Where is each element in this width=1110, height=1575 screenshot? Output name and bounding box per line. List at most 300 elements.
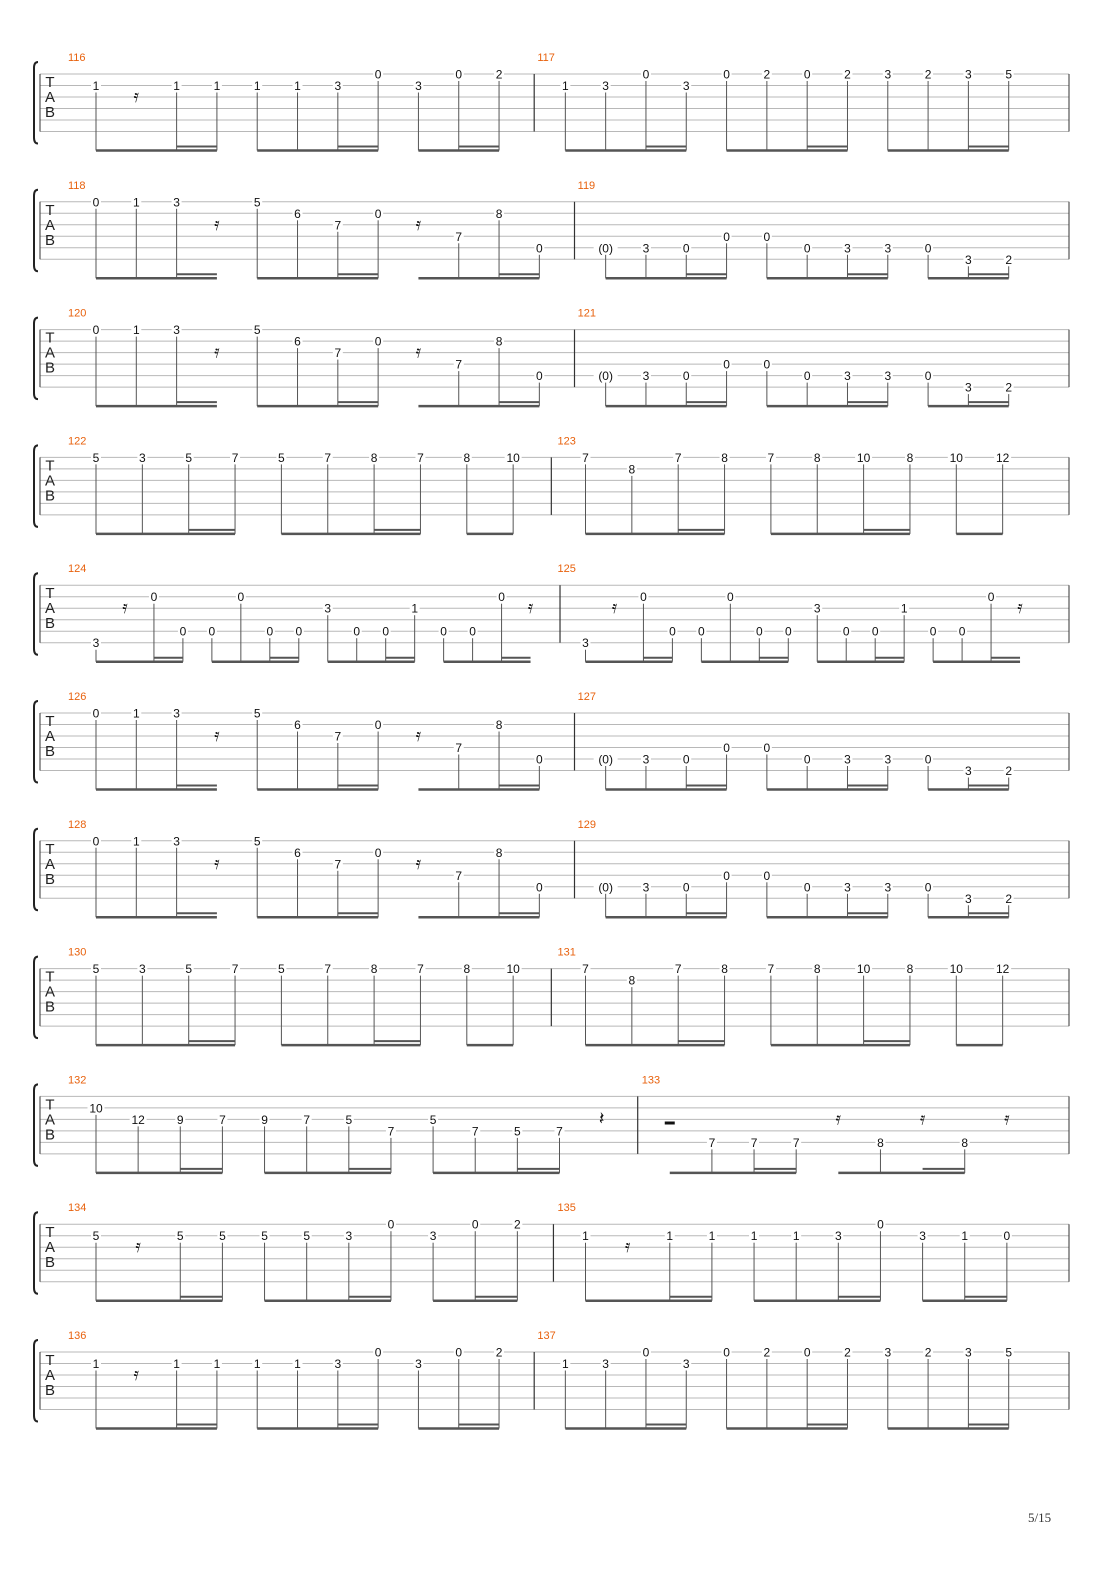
fret-number: 7 (556, 1124, 563, 1139)
rest-symbol: 𝄿 (415, 852, 422, 873)
fret-number: 8 (495, 845, 503, 860)
fret-number: 0 (803, 241, 811, 256)
measure-number: 132 (68, 1074, 87, 1087)
fret-number: 0 (471, 1217, 479, 1232)
fret-number: 3 (884, 1345, 892, 1360)
fret-number: 5 (253, 195, 261, 210)
fret-number: 7 (219, 1112, 226, 1127)
measure-number: 122 (68, 435, 87, 448)
fret-number: 3 (965, 380, 972, 395)
fret-number: 7 (471, 1124, 479, 1139)
fret-number: 0 (440, 624, 447, 639)
fret-number: 7 (417, 962, 424, 977)
fret-number: 3 (92, 636, 100, 651)
rest-symbol: 𝄿 (1017, 597, 1023, 618)
system-bracket (34, 445, 38, 527)
tab-clef-letter: T (45, 1224, 55, 1242)
fret-number: 5 (261, 1229, 268, 1244)
fret-number: 7 (455, 741, 463, 755)
system-bracket (34, 1340, 38, 1422)
fret-number: 2 (495, 1345, 503, 1360)
tab-clef-letter: B (44, 743, 56, 760)
measure-number: 124 (68, 563, 87, 576)
fret-number: 7 (708, 1135, 716, 1150)
fret-number: (0) (598, 880, 613, 895)
tab-clef-letter: T (45, 585, 55, 603)
fret-number: 0 (924, 241, 932, 256)
fret-number: 3 (834, 1229, 842, 1244)
fret-number: 0 (374, 718, 382, 732)
fret-number: 7 (750, 1135, 758, 1150)
fret-number: 2 (495, 67, 503, 82)
fret-number: 1 (253, 1357, 261, 1371)
fret-number: (0) (598, 369, 613, 384)
fret-number: 0 (682, 880, 690, 895)
fret-number: 7 (582, 450, 589, 465)
fret-number: 8 (370, 450, 378, 465)
fret-number: 3 (965, 1345, 972, 1360)
fret-number: 3 (965, 891, 972, 906)
fret-number: 3 (965, 67, 972, 82)
tab-system (34, 180, 1069, 278)
fret-number: 1 (173, 79, 180, 93)
fret-number: 2 (844, 67, 851, 82)
fret-number: 3 (884, 67, 892, 82)
fret-number: 5 (278, 962, 285, 977)
measure-number: 135 (557, 1202, 576, 1215)
tab-clef-letter: T (45, 968, 55, 986)
fret-number: 8 (721, 962, 728, 977)
tab-system (34, 435, 1069, 534)
rest-symbol: 𝄿 (135, 1236, 141, 1257)
fret-number: 3 (415, 79, 422, 93)
fret-number: 9 (176, 1112, 184, 1127)
fret-number: 10 (949, 962, 963, 977)
fret-number: 6 (294, 718, 301, 732)
tab-clef-letter: T (45, 840, 55, 858)
fret-number: 1 (562, 79, 569, 93)
system-bracket (34, 957, 38, 1039)
tab-clef-letter: A (44, 1367, 56, 1384)
fret-number: 10 (949, 450, 963, 465)
fret-number: 0 (877, 1217, 884, 1232)
fret-number: 5 (253, 834, 261, 849)
fret-number: 8 (463, 962, 471, 977)
fret-number: 10 (506, 450, 520, 465)
fret-number: 7 (455, 357, 463, 372)
tab-clef-letter: A (44, 1111, 56, 1129)
tab-clef-letter: T (45, 1352, 55, 1369)
fret-number: 5 (92, 1229, 100, 1244)
system-bracket (34, 1212, 38, 1294)
rest-symbol: 𝄿 (133, 86, 140, 106)
tab-system (34, 308, 1069, 407)
fret-number: 1 (132, 834, 140, 849)
fret-number: 6 (294, 845, 301, 860)
fret-number: 1 (666, 1229, 674, 1244)
tab-clef-letter: B (44, 1382, 56, 1399)
fret-number: 3 (844, 752, 851, 767)
fret-number: 0 (295, 624, 303, 639)
fret-number: 3 (884, 880, 892, 895)
tab-clef-letter: A (44, 983, 56, 1001)
fret-number: 3 (602, 79, 609, 93)
fret-number: 8 (495, 718, 503, 732)
fret-number: 7 (334, 346, 342, 361)
fret-number: 1 (961, 1229, 969, 1244)
measure-number: 126 (68, 691, 87, 703)
fret-number: 0 (642, 67, 650, 82)
fret-number: 3 (682, 79, 690, 93)
measure-number: 131 (557, 946, 576, 959)
fret-number: 0 (374, 334, 382, 349)
fret-number: 3 (642, 880, 650, 895)
fret-number: 0 (871, 624, 879, 639)
fret-number: 7 (334, 729, 342, 744)
tab-system (34, 1202, 1069, 1301)
fret-number: 5 (1005, 67, 1013, 82)
fret-number: 0 (723, 229, 730, 244)
tab-system (34, 947, 1069, 1046)
fret-number: 3 (582, 636, 589, 651)
fret-number: 0 (924, 752, 932, 767)
fret-number: 5 (278, 450, 285, 465)
fret-number: 5 (303, 1229, 311, 1244)
tab-clef-letter: B (44, 1126, 56, 1144)
fret-number: 3 (844, 241, 851, 256)
tab-system (34, 563, 1069, 662)
fret-number: 1 (294, 1357, 301, 1371)
fret-number: 3 (324, 601, 332, 616)
fret-number: 0 (698, 624, 705, 639)
fret-number: 8 (370, 962, 378, 977)
tab-clef-letter: B (44, 870, 56, 888)
system-bracket (34, 701, 38, 783)
tab-clef-letter: T (45, 74, 55, 91)
fret-number: 0 (374, 67, 382, 82)
fret-number: 0 (266, 624, 274, 639)
fret-number: 1 (582, 1229, 589, 1244)
fret-number: 7 (334, 857, 342, 872)
fret-number: 0 (763, 229, 771, 244)
fret-number: 8 (495, 334, 503, 349)
measure-number: 128 (68, 818, 87, 831)
fret-number: 7 (767, 962, 775, 977)
rest-symbol: 𝄿 (133, 1364, 140, 1384)
fret-number: 0 (924, 369, 932, 384)
fret-number: 0 (803, 369, 811, 384)
fret-number: 3 (965, 764, 972, 778)
rest-symbol: 𝄽 (598, 1108, 605, 1129)
fret-number: 2 (514, 1217, 521, 1232)
fret-number: 2 (1005, 891, 1013, 906)
fret-number: 0 (723, 868, 730, 883)
tab-clef-letter: A (44, 600, 56, 618)
fret-number: 1 (213, 79, 221, 93)
fret-number: 0 (755, 624, 763, 639)
rest-symbol: 𝄿 (415, 341, 422, 362)
fret-number: 0 (92, 706, 100, 721)
fret-number: 1 (213, 1357, 221, 1371)
tab-clef-letter: A (44, 344, 56, 362)
fret-number: 0 (784, 624, 792, 639)
rest-symbol: ▬ (664, 1116, 675, 1128)
fret-number: 7 (582, 962, 589, 977)
measure-number: 137 (537, 1330, 556, 1342)
fret-number: 5 (253, 706, 261, 721)
fret-number: 0 (763, 868, 771, 883)
fret-number: 8 (906, 962, 914, 977)
fret-number: 7 (455, 229, 463, 244)
fret-number: 7 (417, 450, 424, 465)
fret-number: 1 (792, 1229, 800, 1244)
fret-number: 1 (750, 1229, 758, 1244)
measure-number: 127 (577, 691, 597, 703)
tab-clef-letter: T (45, 201, 55, 219)
fret-number: 1 (92, 79, 100, 93)
measure-number: 117 (537, 52, 555, 64)
fret-number: 1 (708, 1229, 716, 1244)
fret-number: 2 (924, 67, 932, 82)
rest-symbol: 𝄿 (527, 597, 534, 618)
fret-number: 0 (723, 67, 730, 82)
rest-symbol: 𝄿 (415, 725, 422, 745)
fret-number: 3 (602, 1357, 609, 1371)
tab-clef-letter: T (45, 329, 55, 347)
fret-number: 0 (803, 880, 811, 895)
fret-number: 5 (92, 962, 100, 977)
fret-number: 7 (674, 962, 682, 977)
fret-number: 0 (723, 741, 730, 755)
fret-number: 0 (92, 195, 100, 210)
measure-number: 119 (577, 179, 596, 192)
fret-number: 3 (642, 752, 650, 767)
fret-number: 2 (1005, 252, 1013, 267)
measure-number: 120 (68, 307, 87, 320)
system-bracket (34, 1084, 38, 1166)
fret-number: 5 (345, 1112, 353, 1127)
measure-number: 118 (68, 179, 86, 192)
fret-number: 8 (495, 206, 503, 221)
rest-symbol: 𝄿 (415, 213, 422, 234)
fret-number: 0 (987, 590, 995, 605)
fret-number: 1 (562, 1357, 569, 1371)
fret-number: 3 (173, 834, 180, 849)
fret-number: 2 (844, 1345, 851, 1360)
fret-number: 3 (844, 369, 851, 384)
fret-number: 5 (219, 1229, 226, 1244)
fret-number: 3 (334, 1357, 342, 1371)
fret-number: 0 (640, 590, 647, 605)
fret-number: 8 (628, 973, 636, 988)
fret-number: 7 (324, 962, 332, 977)
fret-number: 5 (92, 450, 100, 465)
fret-number: 0 (723, 357, 730, 372)
fret-number: 5 (514, 1124, 521, 1139)
fret-number: 10 (856, 962, 871, 977)
tab-clef-letter: T (45, 713, 55, 730)
system-bracket (34, 318, 38, 400)
tab-system (34, 1330, 1069, 1429)
fret-number: 12 (995, 962, 1010, 977)
fret-number: 0 (763, 741, 771, 755)
fret-number: 0 (536, 369, 543, 384)
rest-symbol: 𝄿 (835, 1108, 842, 1129)
fret-number: 3 (884, 752, 892, 767)
fret-number: 8 (961, 1135, 969, 1150)
fret-number: 3 (884, 369, 892, 384)
fret-number: 3 (173, 706, 180, 721)
measure-number: 123 (557, 435, 576, 448)
fret-number: 7 (303, 1112, 311, 1127)
fret-number: 7 (674, 450, 682, 465)
fret-number: 0 (842, 624, 850, 639)
fret-number: 0 (92, 323, 100, 338)
fret-number: 7 (334, 218, 342, 233)
fret-number: 8 (813, 962, 821, 977)
fret-number: 3 (139, 962, 146, 977)
tab-clef-letter: A (44, 855, 56, 873)
tab-clef-letter: B (44, 231, 56, 249)
rest-symbol: 𝄿 (214, 852, 220, 873)
fret-number: 7 (231, 962, 239, 977)
fret-number: 6 (294, 206, 301, 221)
rest-symbol: 𝄿 (919, 1108, 926, 1129)
fret-number: 9 (261, 1112, 268, 1127)
system-bracket (34, 190, 38, 271)
fret-number: 0 (924, 880, 932, 895)
fret-number: 0 (1003, 1229, 1011, 1244)
fret-number: 2 (1005, 380, 1013, 395)
fret-number: 12 (995, 450, 1010, 465)
fret-number: 2 (1005, 764, 1013, 778)
measure-number: 130 (68, 946, 87, 959)
fret-number: 0 (387, 1217, 395, 1232)
fret-number: 7 (231, 450, 239, 465)
fret-number: 0 (382, 624, 390, 639)
fret-number: 3 (965, 252, 972, 267)
fret-number: 3 (334, 79, 342, 93)
fret-number: 1 (92, 1357, 100, 1371)
fret-number: 1 (173, 1357, 180, 1371)
fret-number: 3 (919, 1229, 926, 1244)
fret-number: 0 (682, 369, 690, 384)
fret-number: 3 (345, 1229, 353, 1244)
measure-number: 125 (557, 563, 576, 576)
fret-number: (0) (598, 752, 613, 767)
fret-number: 0 (642, 1345, 650, 1360)
rest-symbol: 𝄿 (624, 1236, 631, 1257)
measure-number: 134 (68, 1202, 87, 1215)
fret-number: 8 (628, 462, 636, 477)
tab-clef-letter: B (44, 615, 56, 633)
tab-clef-letter: B (44, 359, 56, 377)
system-bracket (34, 829, 38, 911)
fret-number: 0 (237, 590, 245, 605)
fret-number: 0 (498, 590, 505, 605)
fret-number: 1 (253, 79, 261, 93)
fret-number: 0 (469, 624, 476, 639)
fret-number: 0 (803, 67, 811, 82)
page-number: 5/15 (1028, 1510, 1052, 1525)
fret-number: 0 (536, 241, 543, 256)
tab-system (34, 819, 1069, 918)
rest-symbol: 𝄿 (214, 213, 220, 234)
fret-number: 1 (411, 601, 418, 616)
fret-number: 0 (727, 590, 734, 605)
fret-number: 0 (536, 752, 543, 767)
fret-number: 8 (906, 450, 914, 465)
fret-number: 3 (884, 241, 892, 256)
measure-number: 121 (577, 307, 597, 320)
rest-symbol: 𝄿 (122, 597, 128, 618)
system-bracket (34, 573, 38, 655)
fret-number: 8 (813, 450, 821, 465)
tab-clef-letter: B (44, 998, 56, 1016)
fret-number: 0 (92, 834, 100, 849)
tab-clef-letter: A (44, 216, 56, 234)
tab-system (34, 691, 1069, 790)
tab-clef-letter: T (45, 457, 55, 475)
fret-number: 0 (682, 752, 690, 767)
fret-number: 8 (721, 450, 728, 465)
fret-number: 0 (929, 624, 937, 639)
tab-system (34, 1074, 1069, 1173)
tab-clef-letter: A (44, 1239, 56, 1257)
fret-number: 5 (253, 323, 261, 338)
tab-clef-letter: A (44, 728, 56, 745)
fret-number: 0 (803, 752, 811, 767)
fret-number: 3 (429, 1229, 437, 1244)
measure-number: 116 (68, 52, 86, 64)
fret-number: 3 (682, 1357, 690, 1371)
fret-number: 5 (185, 962, 193, 977)
fret-number: 7 (455, 868, 463, 883)
fret-number: 0 (455, 67, 463, 82)
rest-symbol: 𝄿 (214, 341, 220, 362)
fret-number: 10 (856, 450, 871, 465)
fret-number: 10 (506, 962, 520, 977)
fret-number: 3 (139, 450, 146, 465)
fret-number: 7 (387, 1124, 395, 1139)
tab-clef-letter: T (45, 1096, 55, 1114)
system-bracket (34, 62, 38, 144)
fret-number: 3 (642, 241, 650, 256)
fret-number: 5 (429, 1112, 437, 1127)
fret-number: 2 (763, 67, 771, 82)
tab-clef-letter: A (44, 89, 56, 106)
tab-system (34, 52, 1069, 151)
fret-number: 3 (813, 601, 821, 616)
measure-number: 136 (68, 1330, 87, 1342)
fret-number: 1 (900, 601, 908, 616)
tab-clef-letter: B (44, 1254, 56, 1272)
tab-clef-letter: B (44, 104, 56, 121)
measure-number: 129 (577, 818, 597, 831)
tab-clef-letter: B (44, 487, 56, 505)
fret-number: 0 (723, 1345, 730, 1360)
tab-clef-letter: A (44, 472, 56, 490)
fret-number: 6 (294, 334, 301, 349)
measure-number: 133 (641, 1074, 661, 1087)
fret-number: (0) (598, 241, 613, 256)
fret-number: 5 (176, 1229, 184, 1244)
rest-symbol: 𝄿 (1004, 1108, 1010, 1129)
fret-number: 0 (353, 624, 361, 639)
fret-number: 1 (132, 706, 140, 721)
rest-symbol: 𝄿 (214, 725, 220, 745)
fret-number: 8 (877, 1135, 884, 1150)
